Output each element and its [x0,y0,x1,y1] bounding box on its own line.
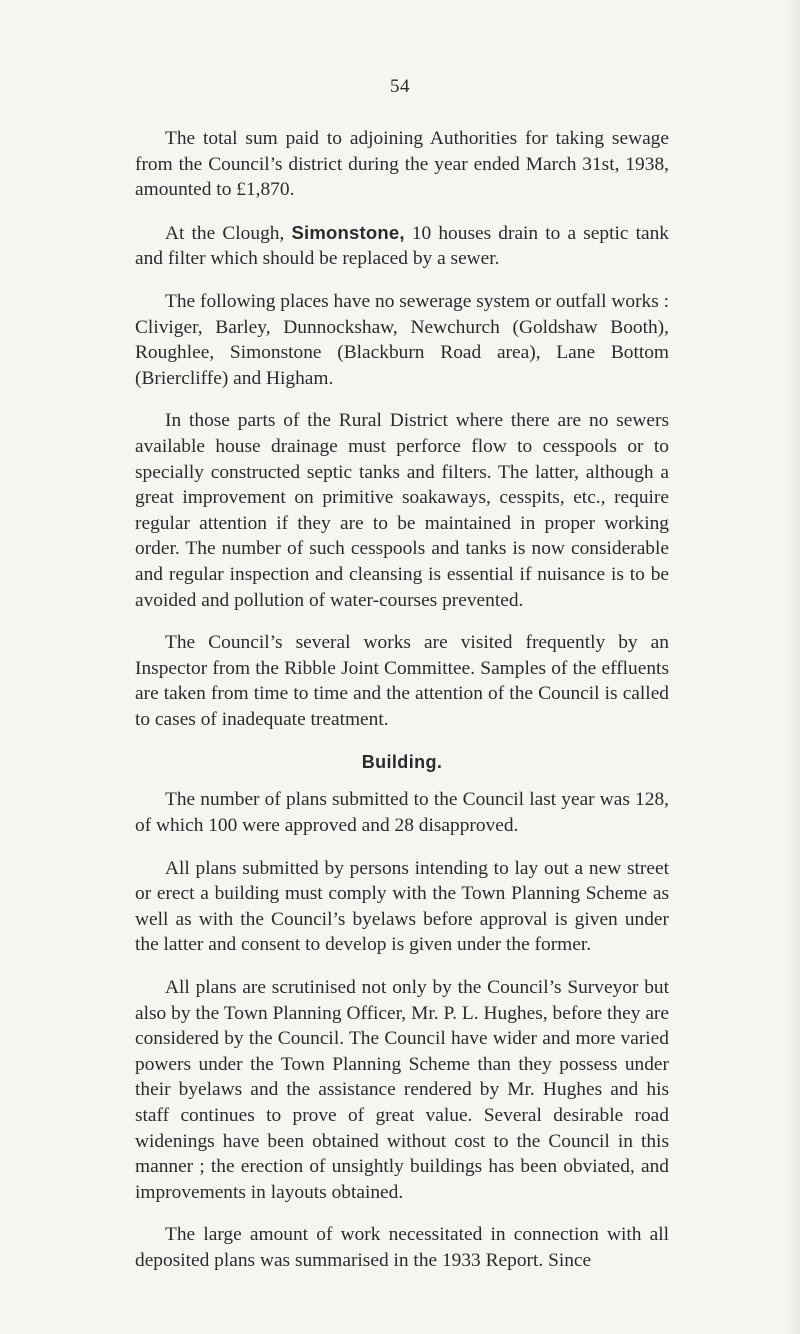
scan-edge-shading [786,0,800,1334]
paragraph-sewage-payment: The total sum paid to adjoining Authorities for taking sewage from the Council’s district during the year ended March 31st, 1938, amounted to £1,870. [135,128,669,201]
page-body [135,126,669,1274]
paragraph-deposited-plans: The large amount of work necessitated in connection with all deposited plans was summarised in the 1933 Report. Since [135,1224,669,1271]
section-heading-building: Building. [361,752,443,773]
paragraph-town-planning-compliance: All plans submitted by persons intending to lay out a new street or erect a building must comply with the Town Planning Scheme as well as with the Council’s byelaws before approval is given under the latter and consent to develop is given under the former. [135,857,669,956]
paragraph-plans-count: The number of plans submitted to the Council last year was 128, of which 100 were approved and 28 disapproved. [135,789,669,837]
paragraph-no-sewerage-places: The following places have no sewerage system or outfall works : Cliviger, Barley, Dunnockshaw, Newchurch (Goldshaw Booth), Roughlee, Simonstone (Blackburn Road area), Lane Bottom (Briercliffe) and Higham. [135,290,670,389]
paragraph-ribble-inspection: The Council’s several works are visited frequently by an Inspector from the Ribble Joint Committee. Samples of the effluents are taken from time to time and the attention of the Council is called to cases of inadequate treatment. [135,632,669,730]
paragraph-cesspools: In those parts of the Rural District where there are no sewers available house drainage must perforce flow to cesspools or to specially constructed septic tanks and filters. The latter, although a great improvement on primitive soakaways, cesspits, etc., require regular attention if they are to be maintained in proper working order. The number of such cesspools and tanks is now considerable and regular inspection and cleansing is essential if nuisance is to be avoided and pollution of water-courses prevented. [135,410,669,611]
paragraph-clough-simonstone [135,220,669,272]
paragraph-text: At the Clough, [165,222,292,244]
paragraph-text: 10 houses drain to a septic tank and filter which should be replaced by a sewer. [135,222,669,270]
place-name-simonstone: Simonstone, [291,221,405,243]
paragraph-plans-scrutiny: All plans are scrutinised not only by the Council’s Surveyor but also by the Town Planning Officer, Mr. P. L. Hughes, before they are considered by the Council. The Council have wider and more varied powers under the Town Planning Scheme than they possess under their byelaws and the assistance rendered by Mr. Hughes and his staff continues to prove of great value. Several desirable road widenings have been obtained without cost to the Council in this manner ; the erection of unsightly buildings has been obviated, and improvements in layouts obtained. [135,977,669,1203]
page-number: 54 [390,76,410,97]
